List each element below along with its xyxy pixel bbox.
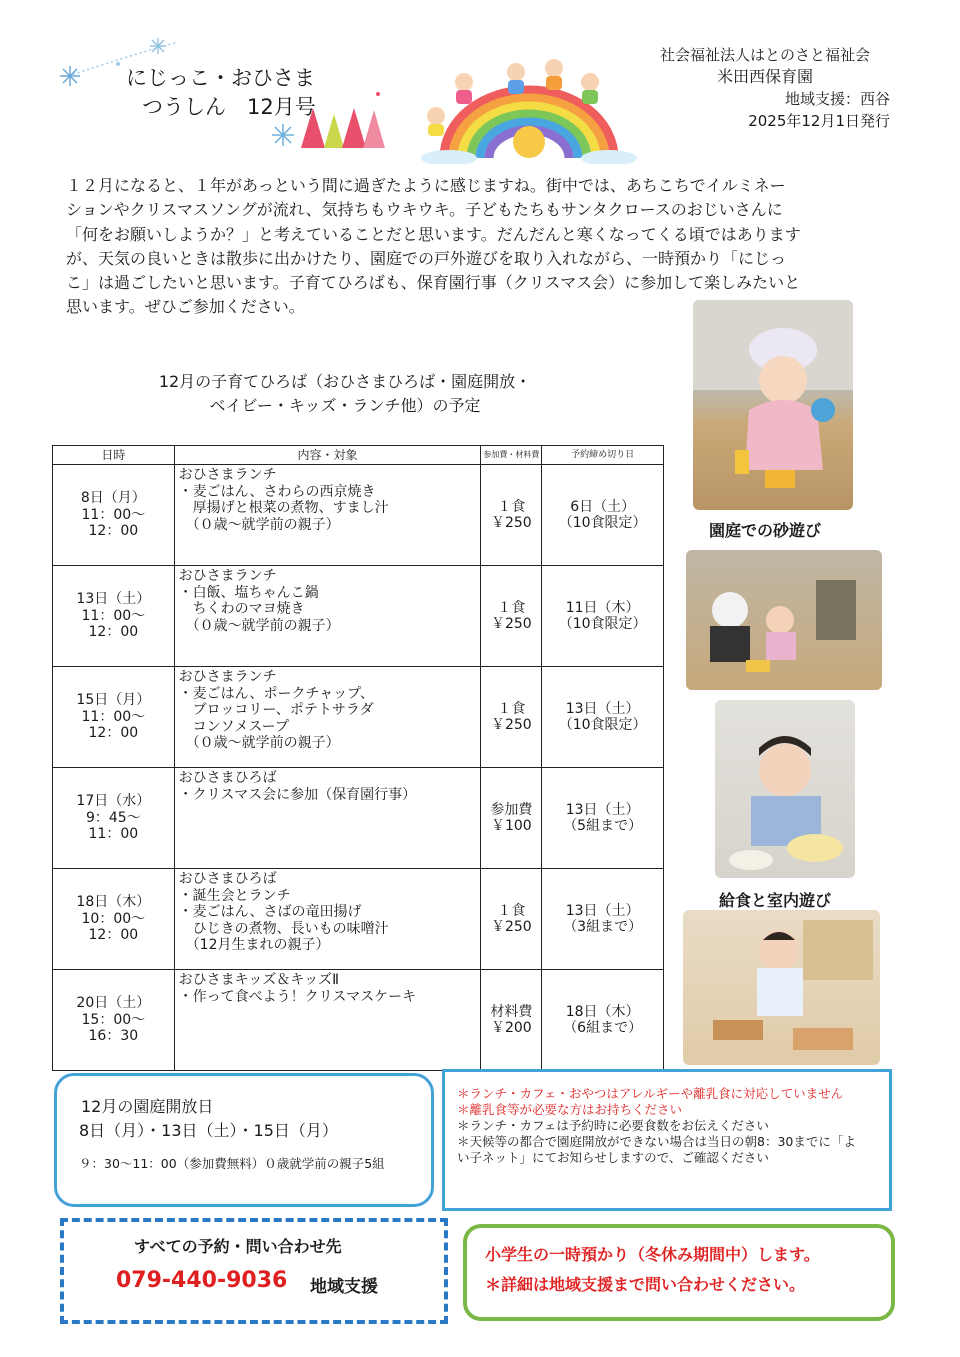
cell-fee-line: ￥250 bbox=[490, 616, 532, 632]
cell-deadline-line: （10食限定） bbox=[558, 616, 647, 632]
cell-datetime-line: 12：00 bbox=[88, 523, 139, 540]
cell-datetime-line: 11：00～ bbox=[81, 708, 146, 725]
cell-datetime bbox=[53, 970, 175, 1071]
cell-datetime-line: 15日（月） bbox=[76, 692, 151, 709]
cell-content bbox=[174, 869, 481, 970]
school-line-2: ＊詳細は地域支援まで問い合わせください。 bbox=[485, 1275, 806, 1294]
cell-fee bbox=[481, 667, 542, 768]
snowflake-icon bbox=[60, 66, 80, 86]
cell-content-line: ・白飯、塩ちゃんこ鍋 bbox=[178, 584, 319, 601]
note-item: ＊ランチ・カフェ・おやつはアレルギーや離乳食に対応していません bbox=[457, 1086, 844, 1101]
title-line-1: にじっこ・おひさま bbox=[126, 66, 315, 90]
cell-fee-line: １食 bbox=[497, 599, 526, 616]
cell-content bbox=[174, 667, 481, 768]
intro-line: が、天気の良いときは散歩に出かけたり、園庭での戸外遊びを取り入れながら、一時預かり「にじっ bbox=[66, 248, 787, 268]
cell-datetime-line: 12：00 bbox=[88, 725, 139, 742]
cell-fee-line: 材料費 bbox=[490, 1003, 533, 1020]
contact-box bbox=[60, 1218, 448, 1324]
cell-fee bbox=[481, 768, 542, 869]
open-garden-box bbox=[54, 1073, 434, 1207]
cell-fee-line: １食 bbox=[497, 700, 526, 717]
cell-datetime bbox=[53, 768, 175, 869]
cell-content-line: おひさまキッズ＆キッズⅡ bbox=[178, 972, 339, 988]
cell-fee bbox=[481, 566, 542, 667]
open-days-heading: 12月の園庭開放日 bbox=[81, 1097, 214, 1116]
nursery-name: 米田西保育園 bbox=[716, 67, 813, 86]
header-content: 内容・対象 bbox=[174, 446, 481, 465]
cell-content-line: ・作って食べよう！クリスマスケーキ bbox=[178, 988, 417, 1005]
cell-content bbox=[174, 768, 481, 869]
photo-indoor-play bbox=[683, 910, 880, 1065]
cell-content bbox=[174, 566, 481, 667]
header-fee: 参加費・材料費 bbox=[481, 446, 542, 465]
cell-fee-line: ￥100 bbox=[490, 818, 532, 834]
intro-line: １２月になると、１年があっという間に過ぎたように感じますね。街中では、あちこちでイルミネー bbox=[66, 176, 786, 195]
cell-deadline-line: （5組まで） bbox=[563, 818, 643, 834]
caption-meal-play: 給食と室内遊び bbox=[719, 891, 832, 910]
org-info bbox=[620, 44, 910, 132]
cell-content-line: おひさまひろば bbox=[178, 770, 277, 786]
cell-fee-line: １食 bbox=[497, 498, 526, 515]
intro-text bbox=[66, 174, 888, 320]
cell-fee-line: ￥250 bbox=[490, 919, 532, 935]
contact-phone: 079-440-9036 bbox=[116, 1268, 288, 1293]
photo-sand-play-1 bbox=[693, 300, 853, 510]
cell-datetime-line: 8日（月） bbox=[80, 490, 146, 507]
cell-datetime-line: 12：00 bbox=[88, 624, 139, 641]
cell-fee bbox=[481, 465, 542, 566]
cell-datetime-line: 17日（水） bbox=[76, 793, 151, 810]
cell-deadline-line: 6日（土） bbox=[570, 498, 636, 515]
cell-fee bbox=[481, 970, 542, 1071]
cell-fee-line: ￥250 bbox=[490, 717, 532, 733]
table-row bbox=[53, 970, 664, 1071]
cell-content bbox=[174, 970, 481, 1071]
cell-deadline bbox=[542, 566, 664, 667]
cell-datetime-line: 9：45～ bbox=[85, 809, 141, 826]
cell-datetime-line: 20日（土） bbox=[76, 995, 151, 1012]
contact-department: 地域支援 bbox=[310, 1277, 378, 1297]
cell-content-line: おひさまランチ bbox=[178, 467, 277, 483]
intro-line: 思います。ぜひご参加ください。 bbox=[66, 297, 305, 317]
cell-content-line: （12月生まれの親子） bbox=[178, 937, 330, 953]
cell-deadline-line: 13日（土） bbox=[565, 902, 640, 919]
cell-fee-line: ￥250 bbox=[490, 515, 532, 531]
notes-box bbox=[442, 1069, 892, 1211]
table-row bbox=[53, 869, 664, 970]
cell-content-line: （０歳～就学前の親子） bbox=[178, 735, 340, 751]
cell-content-line: おひさまランチ bbox=[178, 568, 277, 584]
note-item: ＊ランチ・カフェは予約時に必要食数をお伝えください bbox=[457, 1118, 769, 1133]
cell-deadline-line: 11日（木） bbox=[565, 599, 640, 616]
caption-sand-play: 園庭での砂遊び bbox=[709, 521, 822, 540]
cell-deadline-line: （6組まで） bbox=[563, 1020, 643, 1036]
cell-deadline bbox=[542, 970, 664, 1071]
support-person: 地域支援：西谷 bbox=[784, 90, 890, 108]
cell-datetime-line: 12：00 bbox=[88, 927, 139, 944]
schedule-title-line-1: 12月の子育てひろば（おひさまひろば・園庭開放・ bbox=[158, 372, 532, 391]
note-item: ＊天候等の都合で園庭開放ができない場合は当日の朝8：30までに「よ bbox=[457, 1134, 856, 1149]
cell-content-line: （０歳～就学前の親子） bbox=[178, 617, 340, 634]
cell-datetime-line: 11：00～ bbox=[81, 607, 146, 624]
open-days-note: ９：30～11：00（参加費無料）０歳就学前の親子5組 bbox=[79, 1156, 385, 1171]
cell-fee-line: ￥200 bbox=[490, 1020, 532, 1036]
cell-content bbox=[174, 465, 481, 566]
cell-deadline-line: （10食限定） bbox=[558, 717, 647, 733]
schedule-title bbox=[60, 370, 630, 418]
cell-deadline bbox=[542, 869, 664, 970]
school-children-box bbox=[463, 1224, 895, 1321]
cell-content-line: ・麦ごはん、さばの竜田揚げ bbox=[178, 904, 362, 920]
intro-line: 「何をお願いしようか？」と考えていることだと思います。だんだんと寒くなってくる頃ではあります bbox=[66, 224, 801, 244]
cell-deadline-line: （10食限定） bbox=[558, 515, 647, 531]
table-header-row bbox=[53, 446, 664, 465]
issue-date: 2025年12月1日発行 bbox=[748, 112, 890, 130]
photo-meal bbox=[715, 700, 855, 878]
cell-content-line: ブロッコリー、ポテトサラダ bbox=[178, 702, 374, 718]
cell-datetime-line: 11：00 bbox=[88, 826, 139, 843]
cell-deadline-line: 18日（木） bbox=[565, 1003, 640, 1020]
cell-deadline-line: 13日（土） bbox=[565, 801, 640, 818]
cell-content-line: コンソメスープ bbox=[178, 718, 289, 735]
table-row bbox=[53, 566, 664, 667]
cell-deadline-line: 13日（土） bbox=[565, 700, 640, 717]
cell-content-line: おひさまひろば bbox=[178, 871, 277, 887]
note-item: い子ネット」にてお知らせしますので、ご確認ください bbox=[457, 1150, 769, 1165]
photo-sand-play-2 bbox=[686, 550, 882, 690]
cell-fee bbox=[481, 869, 542, 970]
cell-content-line: （０歳～就学前の親子） bbox=[178, 516, 340, 533]
intro-line: こ」は過ごしたいと思います。子育てひろばも、保育園行事（クリスマス会）に参加して楽しみたいと bbox=[66, 273, 801, 293]
cell-deadline bbox=[542, 465, 664, 566]
cell-deadline-line: （3組まで） bbox=[563, 919, 643, 935]
cell-fee-line: 参加費 bbox=[490, 801, 533, 818]
cell-deadline bbox=[542, 667, 664, 768]
cell-fee-line: １食 bbox=[497, 902, 526, 919]
table-row bbox=[53, 465, 664, 566]
cell-deadline bbox=[542, 768, 664, 869]
cell-datetime-line: 16：30 bbox=[88, 1028, 139, 1045]
cell-datetime bbox=[53, 667, 175, 768]
cell-content-line: 厚揚げと根菜の煮物、すまし汁 bbox=[178, 500, 389, 516]
cell-content-line: おひさまランチ bbox=[178, 669, 277, 685]
cell-content-line: ちくわのマヨ焼き bbox=[178, 601, 305, 617]
cell-datetime bbox=[53, 566, 175, 667]
note-item: ＊離乳食等が必要な方はお持ちください bbox=[457, 1102, 683, 1117]
open-days-dates: 8日（月）・13日（土）・15日（月） bbox=[79, 1121, 338, 1140]
cell-datetime-line: 11：00～ bbox=[81, 506, 146, 523]
cell-datetime bbox=[53, 465, 175, 566]
cell-content-line: ・クリスマス会に参加（保育園行事） bbox=[178, 786, 417, 803]
rainbow-children-illustration bbox=[414, 56, 644, 164]
cell-datetime-line: 13日（土） bbox=[76, 591, 151, 608]
cell-content-line: ひじきの煮物、長いもの味噌汁 bbox=[178, 920, 389, 937]
title-line-2: つうしん 12月号 bbox=[142, 95, 316, 119]
cell-datetime-line: 15：00～ bbox=[81, 1011, 146, 1028]
org-name: 社会福祉法人はとのさと福祉会 bbox=[659, 46, 870, 64]
intro-line: ションやクリスマスソングが流れ、気持ちもウキウキ。子どもたちもサンタクロースのおじいさんに bbox=[66, 200, 783, 220]
cell-datetime-line: 18日（木） bbox=[76, 894, 151, 911]
cell-content-line: ・麦ごはん、さわらの西京焼き bbox=[178, 483, 376, 500]
cell-datetime-line: 10：00～ bbox=[81, 910, 146, 927]
newsletter-title bbox=[126, 64, 316, 122]
schedule-table bbox=[52, 445, 664, 1071]
table-row bbox=[53, 768, 664, 869]
notes-list bbox=[445, 1086, 889, 1166]
school-line-1: 小学生の一時預かり（冬休み期間中）します。 bbox=[485, 1245, 820, 1264]
cell-content-line: ・誕生会とランチ bbox=[178, 887, 291, 904]
header-deadline: 予約締め切り日 bbox=[542, 446, 664, 465]
table-row bbox=[53, 667, 664, 768]
cell-datetime bbox=[53, 869, 175, 970]
cell-content-line: ・麦ごはん、ポークチャップ、 bbox=[178, 685, 374, 702]
contact-heading: すべての予約・問い合わせ先 bbox=[134, 1237, 342, 1256]
header-datetime: 日時 bbox=[53, 446, 175, 465]
schedule-title-line-2: ベイビー・キッズ・ランチ他）の予定 bbox=[209, 396, 481, 415]
